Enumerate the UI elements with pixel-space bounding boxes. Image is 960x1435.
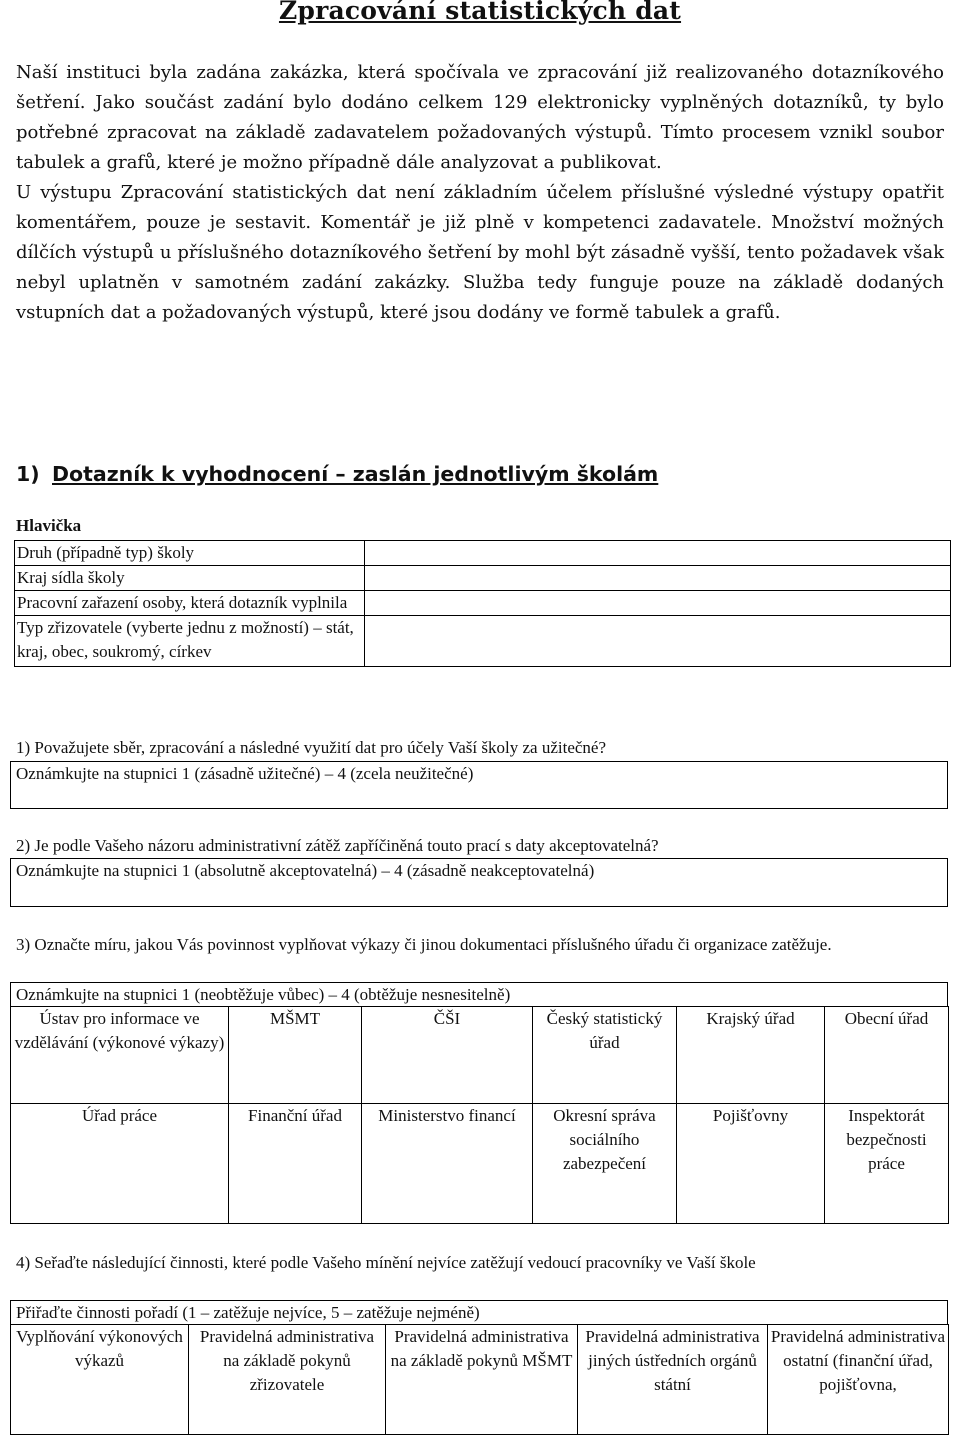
question-2-instruction: Oznámkujte na stupnici 1 (absolutně akceptovatelná) – 4 (zásadně neakceptovatelná) — [16, 861, 595, 880]
school-type-field[interactable] — [365, 541, 951, 566]
question-3-text: 3) Označte míru, jakou Vás povinnost vyplňovat výkazy či jinou dokumentaci příslušného úřadu či organizace zatěžuje. — [16, 935, 832, 954]
intro-text — [16, 58, 944, 328]
question-4-instruction-box — [10, 1300, 948, 1325]
table-row — [15, 541, 951, 566]
question-4-text: 4) Seřaďte následující činnosti, které podle Vašeho mínění nejvíce zatěžují vedoucí pracovníky ve Vaší škole — [16, 1253, 756, 1272]
intro-paragraph-2: U výstupu Zpracování statistických dat není základním účelem příslušné výsledné výstupy opatřit komentářem, pouze je sestavit. Komentář je již plně v kompetenci zadavatele. Množství možných dílčích výstupů u příslušného dotazníkového šetření by mohl být zásadně vyšší, tento požadavek však nebyl uplatněn v samotném zadání zakázky. Služba tedy funguje pouze na základě dodaných vstupních dat a požadovaných výstupů, které jsou dodány ve formě tabulek a grafů. — [16, 182, 944, 323]
grid-cell-option[interactable]: Úřad práce — [11, 1104, 229, 1224]
respondent-position-field[interactable] — [365, 591, 951, 616]
table-row — [11, 1007, 949, 1104]
grid-cell-option[interactable]: Pojišťovny — [677, 1104, 825, 1224]
section-heading — [16, 462, 658, 486]
header-row-label: Kraj sídla školy — [15, 566, 365, 591]
question-3-instruction-box — [10, 982, 948, 1007]
table-row — [15, 566, 951, 591]
header-block-label: Hlavička — [16, 516, 82, 535]
grid-cell-activity[interactable]: Vyplňování výkonových výkazů — [11, 1325, 189, 1435]
table-row — [11, 1325, 949, 1435]
header-row-label: Druh (případně typ) školy — [15, 541, 365, 566]
founder-type-field[interactable] — [365, 616, 951, 667]
question-1-text: 1) Považujete sběr, zpracování a následné využití dat pro účely Vaší školy za užitečné? — [16, 738, 607, 757]
grid-cell-activity[interactable]: Pravidelná administrativa jiných ústředních orgánů státní — [578, 1325, 768, 1435]
question-3-grid — [10, 1006, 949, 1224]
table-row — [15, 591, 951, 616]
question-3-instruction: Oznámkujte na stupnici 1 (neobtěžuje vůbec) – 4 (obtěžuje nesnesitelně) — [16, 985, 511, 1004]
grid-cell-option[interactable]: Český statistický úřad — [533, 1007, 677, 1104]
question-1-instruction: Oznámkujte na stupnici 1 (zásadně užitečné) – 4 (zcela neužitečné) — [16, 764, 474, 783]
grid-cell-option[interactable]: MŠMT — [229, 1007, 362, 1104]
grid-cell-option[interactable]: Okresní správa sociálního zabezpečení — [533, 1104, 677, 1224]
grid-cell-activity[interactable]: Pravidelná administrativa ostatní (finanční úřad, pojišťovna, — [768, 1325, 949, 1435]
grid-cell-option[interactable]: Krajský úřad — [677, 1007, 825, 1104]
grid-cell-option[interactable]: ČŠI — [362, 1007, 533, 1104]
grid-cell-option[interactable]: Ústav pro informace ve vzdělávání (výkonové výkazy) — [11, 1007, 229, 1104]
table-row — [15, 616, 951, 667]
school-region-field[interactable] — [365, 566, 951, 591]
question-4-grid — [10, 1324, 949, 1435]
question-1-answer-box[interactable] — [10, 761, 948, 809]
question-4-instruction: Přiřaďte činnosti pořadí (1 – zatěžuje nejvíce, 5 – zatěžuje nejméně) — [16, 1303, 480, 1322]
grid-cell-option[interactable]: Ministerstvo financí — [362, 1104, 533, 1224]
table-row — [11, 1104, 949, 1224]
section-number: 1) — [16, 462, 40, 486]
header-row-label: Pracovní zařazení osoby, která dotazník vyplnila — [15, 591, 365, 616]
intro-paragraph-1: Naší instituci byla zadána zakázka, která spočívala ve zpracování již realizovaného dotazníkového šetření. Jako součást zadání bylo dodáno celkem 129 elektronicky vyplněných dotazníků, ty bylo potřebné zpracovat na základě zadavatelem požadovaných výstupů. Tímto procesem vznikl soubor tabulek a grafů, které je možno případně dále analyzovat a publikovat. — [16, 62, 944, 173]
question-2-text: 2) Je podle Vašeho názoru administrativní zátěž zapříčiněná touto prací s daty akceptovatelná? — [16, 836, 659, 855]
grid-cell-activity[interactable]: Pravidelná administrativa na základě pokynů zřizovatele — [189, 1325, 386, 1435]
grid-cell-option[interactable]: Obecní úřad — [825, 1007, 949, 1104]
grid-cell-activity[interactable]: Pravidelná administrativa na základě pokynů MŠMT — [386, 1325, 578, 1435]
grid-cell-option[interactable]: Finanční úřad — [229, 1104, 362, 1224]
section-title-text: Dotazník k vyhodnocení – zaslán jednotlivým školám — [52, 462, 659, 486]
grid-cell-option[interactable]: Inspektorát bezpečnosti práce — [825, 1104, 949, 1224]
header-row-label: Typ zřizovatele (vyberte jednu z možností) – stát, kraj, obec, soukromý, církev — [15, 616, 365, 667]
page-title: Zpracování statistických dat — [278, 0, 682, 25]
header-table — [14, 540, 951, 667]
question-2-answer-box[interactable] — [10, 858, 948, 907]
